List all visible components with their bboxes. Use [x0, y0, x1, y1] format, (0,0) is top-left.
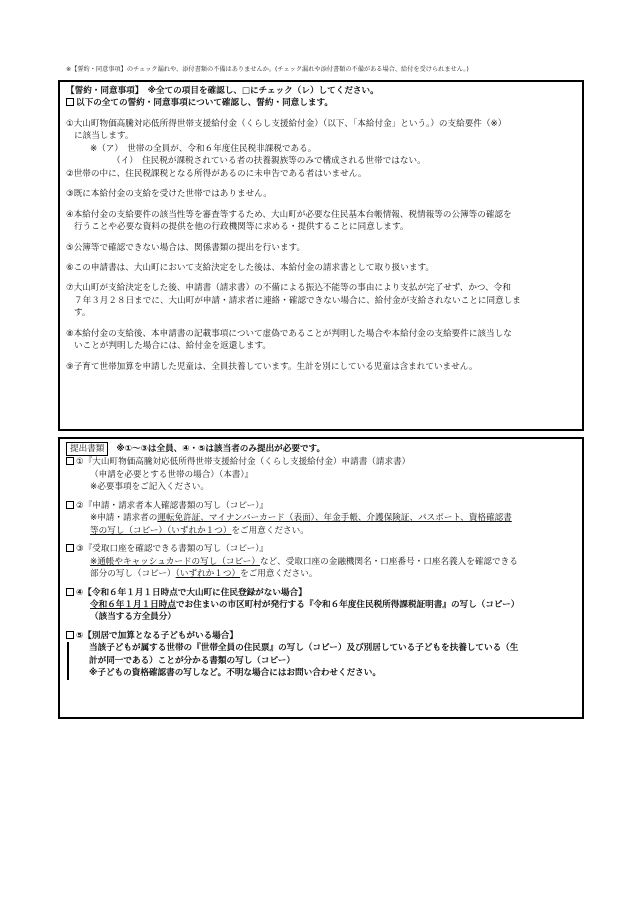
doc4-line-a: 令和６年１月１日時点でお住まいの市区町村が発行する『令和６年度住民税所得課税証明書』の写し（コピー）: [90, 599, 520, 610]
doc3-checkbox[interactable]: [66, 544, 74, 552]
docs-label: 提出書類: [66, 442, 108, 456]
check-all-row: [66, 97, 574, 109]
doc2-checkbox[interactable]: [66, 501, 74, 509]
consent-item-1-cont: に該当します。: [74, 131, 134, 142]
doc3-title: ③『受取口座を確認できる書類の写し（コピー）』: [76, 544, 269, 555]
doc1-sub: （申請を必要とする世帯の場合）（本書）』: [90, 469, 254, 480]
doc5-checkbox[interactable]: [66, 631, 74, 639]
doc3-line-a: ※通帳やキャッシュカードの写し（コピー）など、受取口座の金融機関名・口座番号・口座名義人を確認できる: [90, 556, 518, 567]
doc4-checkbox[interactable]: [66, 588, 74, 596]
doc2-title: ②『申請・請求者本人確認書類の写し（コピー）』: [76, 500, 269, 511]
consent-item-7: ⑦大山町が支給決定をした後、申請書（請求書）の不備による振込不能等の事由により支払が完了せず、かつ、令和: [66, 283, 511, 294]
doc2-line-a: ※申請・請求者の運転免許証、マイナンバーカード（表面）、年金手帳、介護保険証、パスポート、資格確認書: [90, 513, 512, 524]
consent-item-8: ⑧本給付金の支給後、本申請書の記載事項について虚偽であることが判明した場合や本給付金の支給要件に該当しな: [66, 328, 512, 339]
consent-section: [58, 80, 584, 431]
consent-header: 【誓約・同意事項】 ※全ての項目を確認し、□にチェック（レ）してください。: [66, 86, 379, 96]
doc5-line-b: 計が同一である）ことが分かる書類の写し（コピー）: [89, 655, 295, 666]
doc4-title: ④【令和６年１月１日時点で大山町に住民登録がない場合】: [76, 587, 307, 598]
consent-item-6: ⑥この申請書は、大山町において支給決定をした後は、本給付金の請求書として取り扱います。: [66, 262, 434, 273]
consent-item-7-cont2: す。: [74, 308, 91, 319]
consent-note-b: （イ） 住民税が課税されている者の扶養親族等のみで構成される世帯ではない。: [112, 156, 426, 167]
consent-item-2: ②世帯の中に、住民税課税となる所得があるのに未申告である者はいません。: [66, 168, 367, 179]
top-note: ※【誓約・同意事項】のチェック漏れや、添付書類の不備はありませんか。(チェック漏れや添付書類の不備がある場合、給付を受けられません。): [66, 66, 469, 73]
consent-item-7-cont: ７年３月２８日までに、大山町が申請・請求者に連絡・確認できない場合に、給付金が支給されないことに同意しま: [74, 295, 521, 306]
consent-item-8-cont: いことが判明した場合には、給付金を返還します。: [74, 341, 271, 352]
consent-item-1: ①大山町物価高騰対応低所得世帯支援給付金（くらし支援給付金）（以下、「本給付金」という。）の支給要件（※）: [66, 118, 507, 129]
doc5-line-c: ※子どもの資格確認書の写しなど。不明な場合にはお問い合わせください。: [89, 668, 381, 679]
doc-item-4: [66, 587, 574, 624]
doc-item-2: [66, 500, 574, 537]
consent-note-a: ※（ア） 世帯の全員が、令和６年度住民税非課税である。: [90, 143, 317, 154]
consent-item-4-cont: 行うことや必要な資料の提供を他の行政機関等に求める・提供することに同意します。: [74, 222, 409, 233]
consent-item-5: ⑤公簿等で確認できない場合は、関係書類の提出を行います。: [66, 242, 306, 253]
consent-checkbox[interactable]: [66, 98, 74, 106]
docs-header: [66, 442, 574, 456]
doc3-line-b: 部分の写し（コピー）（いずれか１つ）をご用意ください。: [90, 569, 318, 580]
doc2-line-b: 等の写し（コピー）（いずれか１つ）をご用意ください。: [90, 525, 309, 536]
doc4-line-b: （該当する方全員分）: [90, 612, 176, 623]
consent-item-9: ⑨子育て世帯加算を申請した児童は、全員扶養しています。生計を別にしている児童は含まれていません。: [66, 361, 478, 372]
doc5-title: ⑤【別居で加算となる子どもがいる場合】: [76, 630, 238, 641]
check-all-label: 以下の全ての誓約・同意事項について確認し、誓約・同意します。: [76, 98, 333, 109]
documents-section: [58, 437, 584, 719]
doc-item-3: [66, 543, 574, 580]
doc1-checkbox[interactable]: [66, 457, 74, 465]
doc5-bracket: [67, 642, 574, 679]
docs-header-note: ※①～③は全員、④・⑤は該当者のみ提出が必要です。: [116, 444, 326, 454]
doc-item-5: [66, 630, 574, 680]
doc-item-1: [66, 456, 574, 493]
doc1-note: ※必要事項をご記入ください。: [90, 482, 209, 493]
doc1-title: ①『大山町物価高騰対応低所得世帯支援給付金（くらし支援給付金）申請書（請求書）: [76, 457, 411, 468]
consent-item-4: ④本給付金の支給要件の該当性等を審査等するため、大山町が必要な住民基本台帳情報、税情報等の公簿等の確認を: [66, 209, 512, 220]
doc5-line-a: 当該子どもが属する世帯の『世帯全員の住民票』の写し（コピー）及び別居している子どもを扶養している（生: [89, 643, 519, 654]
consent-item-3: ③既に本給付金の支給を受けた世帯ではありません。: [66, 189, 272, 200]
